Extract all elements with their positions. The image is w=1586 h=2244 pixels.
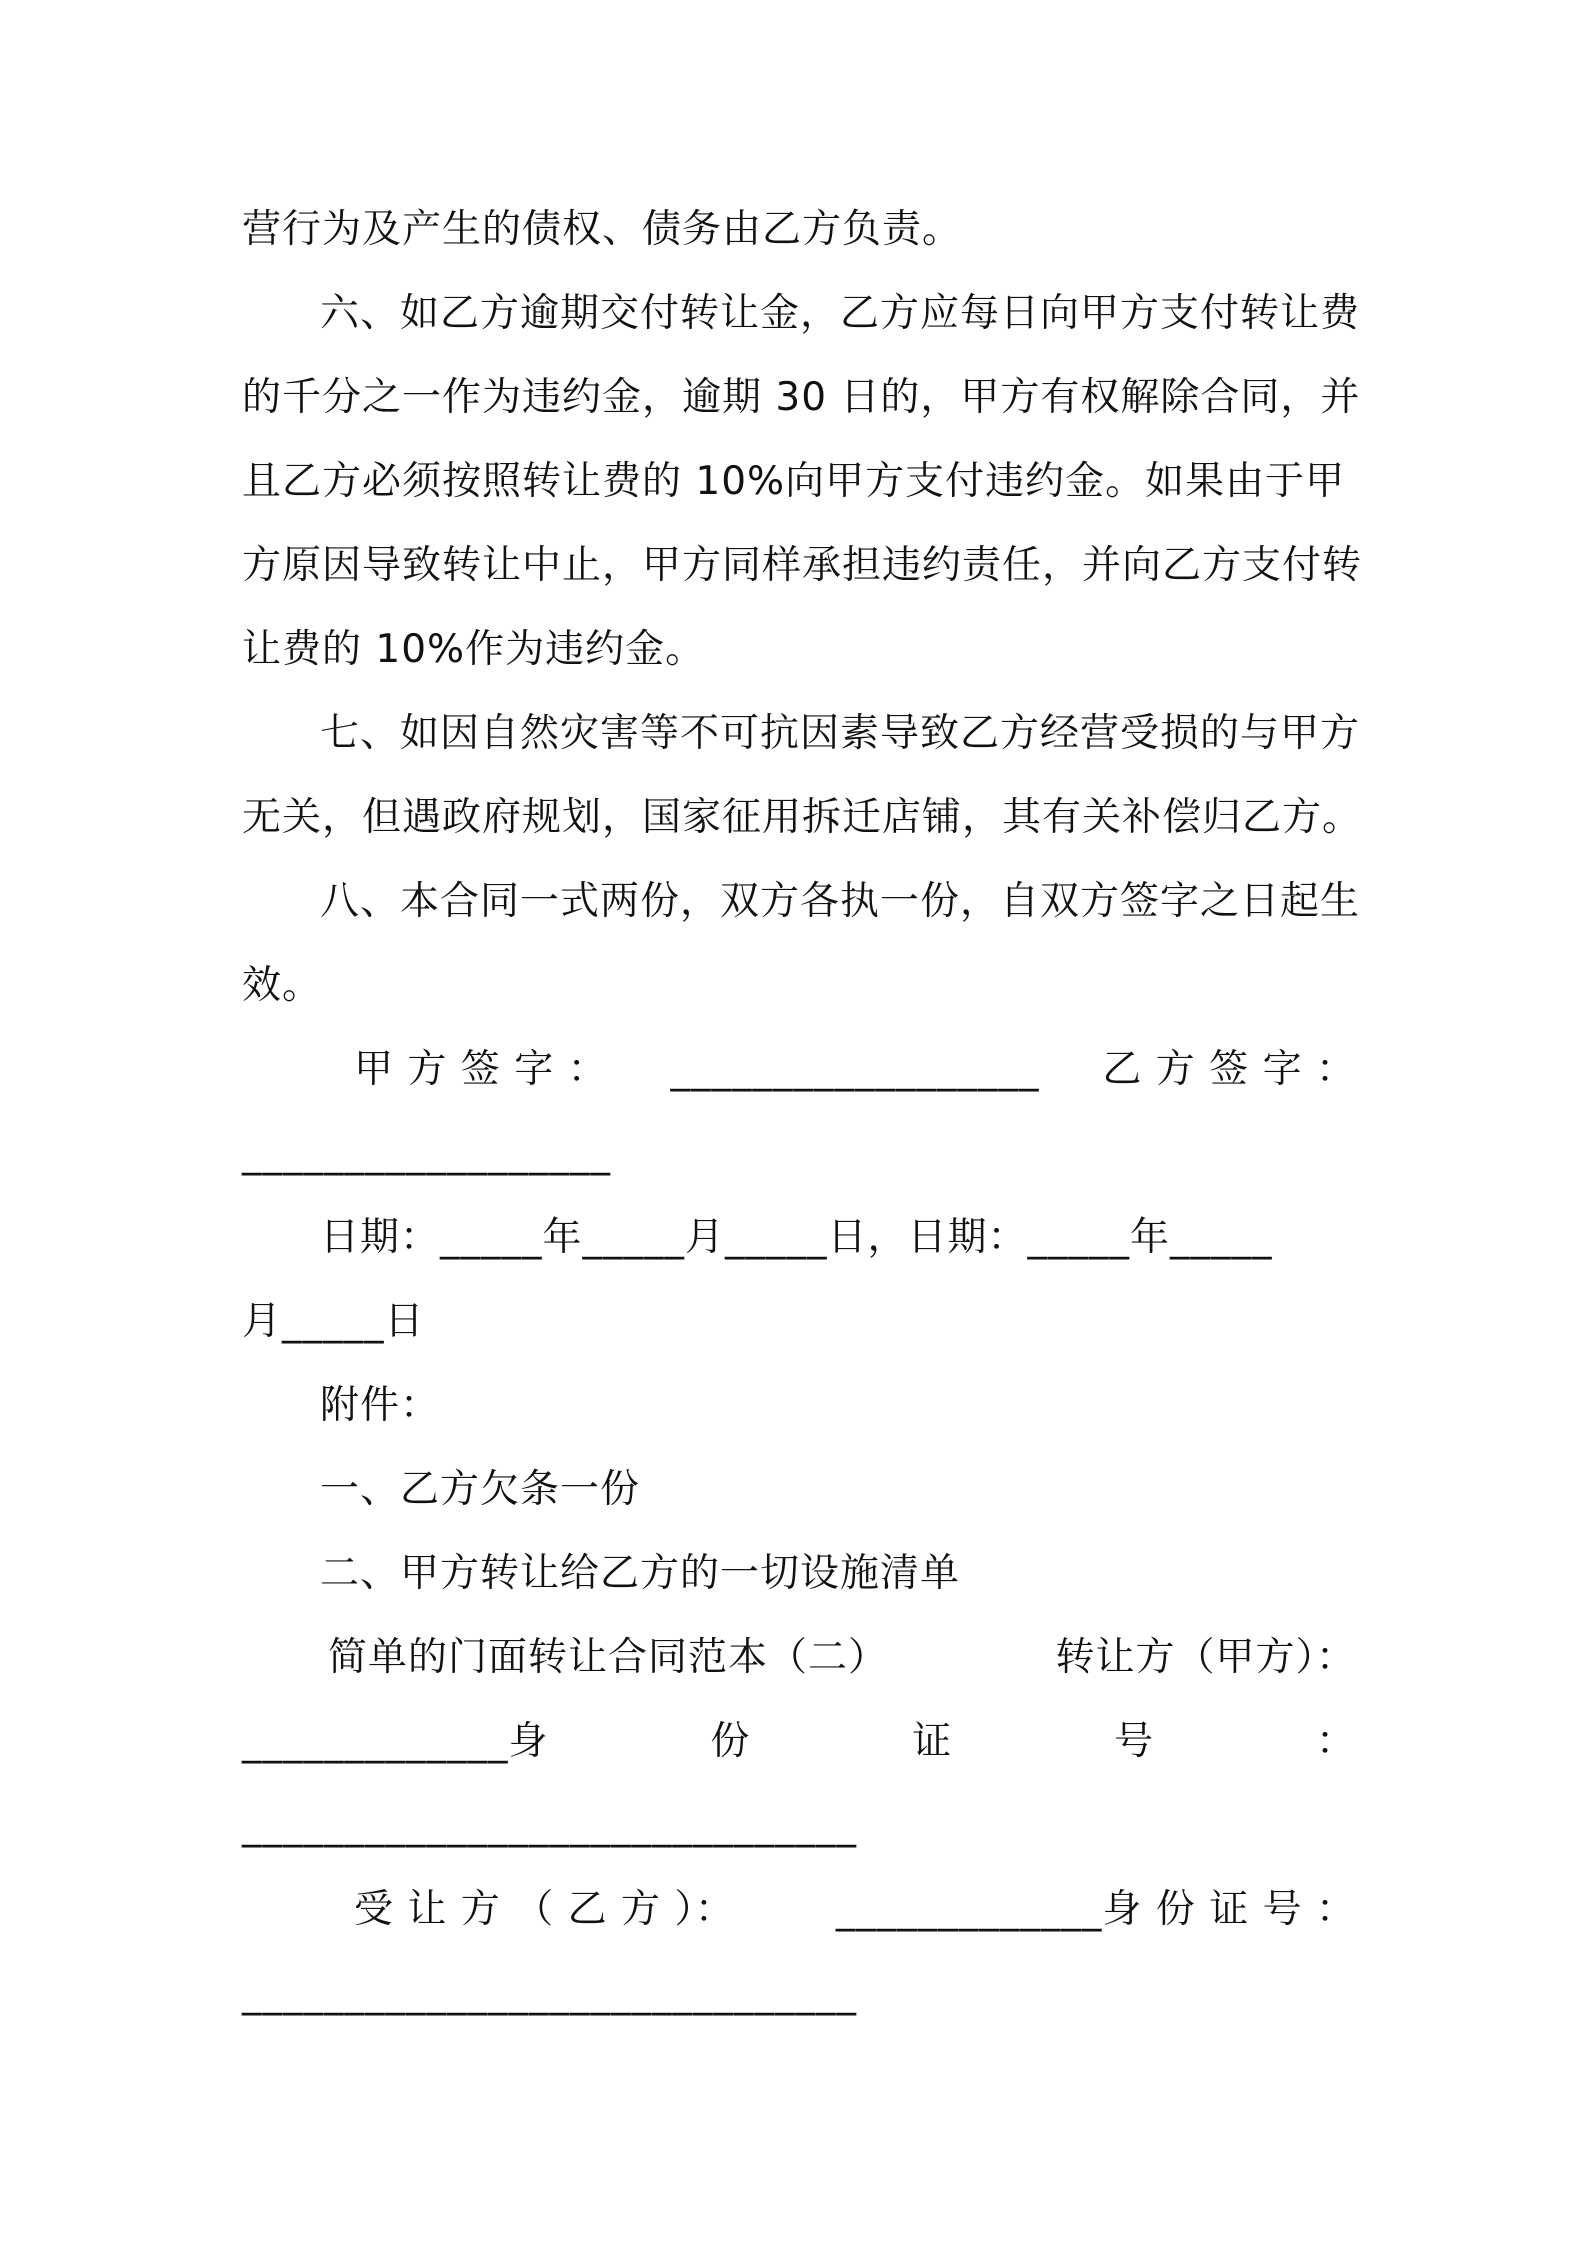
- id-char-1: 身: [508, 1719, 549, 1764]
- attachment-item-1: 一、乙方欠条一份: [320, 1467, 641, 1512]
- contract-2-title-row: [242, 1616, 1356, 1700]
- signature-row: [242, 1028, 1356, 1112]
- clause-6-line-3: 且乙方必须按照转让费的 10%向甲方支付违约金。如果由于甲: [242, 459, 1346, 504]
- date-line-1[interactable]: 日期：_____年_____月_____日，日期：_____年_____: [320, 1215, 1273, 1260]
- clause-6-line-5: 让费的 10%作为违约金。: [242, 627, 706, 672]
- id-char-2: 份: [710, 1719, 751, 1764]
- transferee-label: 受 让 方 （ 乙 方 ）：: [354, 1887, 735, 1932]
- clause-6-line-4: 方原因导致转让中止，甲方同样承担违约责任，并向乙方支付转: [242, 543, 1363, 588]
- party-a-signature-label: 甲 方 签 字 ：: [354, 1047, 608, 1092]
- clause-8-line-2: 效。: [242, 963, 323, 1008]
- id-char-5: ：: [1315, 1719, 1356, 1764]
- date-line-2[interactable]: 月_____日: [242, 1299, 425, 1344]
- transferor-name-blank[interactable]: _____________: [242, 1719, 509, 1764]
- clause-6-line-1: 六、如乙方逾期交付转让金，乙方应每日向甲方支付转让费: [320, 291, 1361, 336]
- attachment-item-2: 二、甲方转让给乙方的一切设施清单: [320, 1551, 961, 1596]
- id-char-4: 号: [1114, 1719, 1155, 1764]
- contract-2-title: 简单的门面转让合同范本（二）: [328, 1635, 889, 1680]
- transferee-row: [242, 1868, 1356, 1952]
- clause-7-line-2: 无关，但遇政府规划，国家征用拆迁店铺，其有关补偿归乙方。: [242, 795, 1363, 840]
- transferee-id-label: 身 份 证 号 ：: [1102, 1887, 1356, 1932]
- id-char-3: 证: [912, 1719, 953, 1764]
- clause-6-line-2: 的千分之一作为违约金，逾期 30 日的，甲方有权解除合同，并: [242, 375, 1361, 420]
- transferee-id-blank[interactable]: ______________________________: [242, 1971, 857, 2016]
- paragraph-5-tail: 营行为及产生的债权、债务由乙方负责。: [242, 207, 963, 252]
- attachments-heading: 附件：: [320, 1383, 441, 1428]
- transferor-label: 转让方（甲方）：: [1055, 1635, 1356, 1680]
- contract-body: [242, 188, 1363, 2036]
- clause-8-line-1: 八、本合同一式两份，双方各执一份，自双方签字之日起生: [320, 879, 1361, 924]
- party-b-signature-blank[interactable]: __________________: [242, 1131, 611, 1176]
- transferee-name-blank[interactable]: _____________: [835, 1887, 1103, 1932]
- party-a-signature-blank[interactable]: __________________: [670, 1047, 1040, 1092]
- clause-7-line-1: 七、如因自然灾害等不可抗因素导致乙方经营受损的与甲方: [320, 711, 1361, 756]
- transferor-id-row: [242, 1700, 1356, 1784]
- transferor-id-blank[interactable]: ______________________________: [242, 1803, 857, 1848]
- party-b-signature-label: 乙 方 签 字 ：: [1102, 1047, 1356, 1092]
